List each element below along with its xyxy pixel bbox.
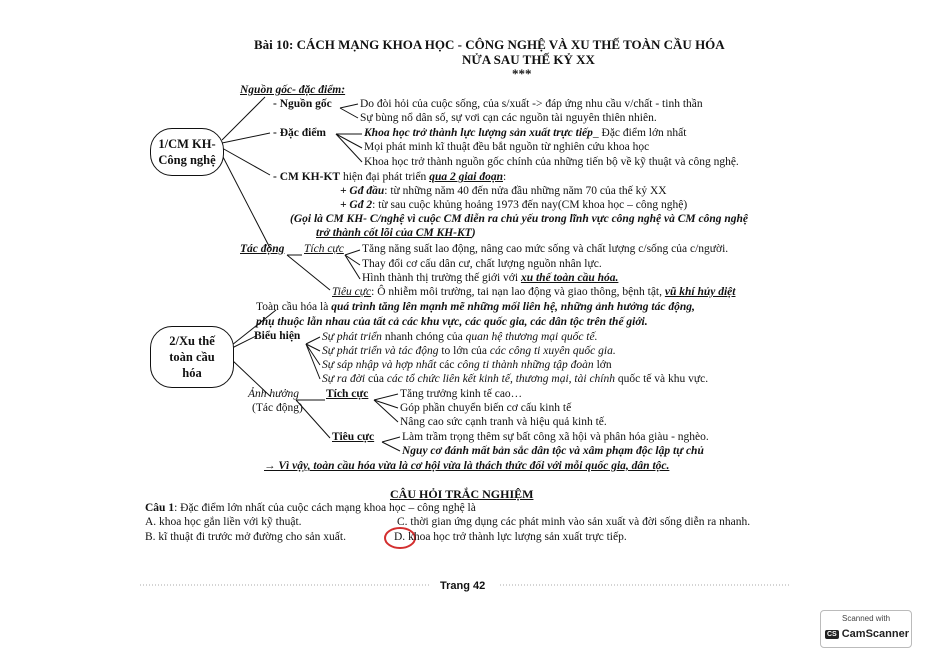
tieu-cuc-line-1: Tiêu cực: Ô nhiễm môi trường, tai nạn lao động và giao thông, bệnh tật, vũ khí hủy diệt	[332, 286, 736, 298]
note-line-2: trở thành cốt lõi của CM KH-KT)	[316, 227, 476, 239]
note-line-1: (Gọi là CM KH- C/nghệ vì cuộc CM diễn ra chủ yếu trong lĩnh vực công nghệ và CM công nghệ	[290, 213, 748, 225]
doc-title-stars: ***	[512, 66, 532, 81]
topic-box-toan-cau-hoa-label: 2/Xu thế toàn cầu hóa	[169, 334, 215, 380]
anh-huong-item-5: Nguy cơ đánh mất bản sắc dân tộc và xâm phạm độc lập tự chủ	[402, 445, 704, 457]
giai-doan-1: + Gđ đầu: từ những năm 40 đến nửa đầu những năm 70 của thế kỷ XX	[340, 185, 667, 197]
quiz-option-a[interactable]: A. khoa học gắn liền với kỹ thuật.	[145, 516, 302, 528]
conclusion: → Vì vậy, toàn cầu hóa vừa là cơ hội vừa là thách thức đối với mỗi quốc gia, dân tộc.	[264, 460, 670, 472]
label-nguon-goc: - Nguồn gốc	[273, 98, 332, 110]
tich-cuc-item-1: Tăng năng suất lao động, nâng cao mức sống và chất lượng c/sống của c/người.	[362, 243, 729, 255]
bieu-hien-item-1: Sự phát triển nhanh chóng của quan hệ thương mại quốc tế.	[322, 331, 598, 343]
dac-diem-item-2: Mọi phát minh kĩ thuật đều bắt nguồn từ nghiên cứu khoa học	[364, 141, 650, 153]
doc-title-line2: NỬA SAU THẾ KỶ XX	[462, 52, 595, 67]
label-tich-cuc-1: Tích cực	[304, 243, 344, 255]
anh-huong-item-2: Góp phần chuyển biến cơ cấu kinh tế	[400, 402, 572, 414]
page-number: Trang 42	[440, 580, 486, 592]
quiz-heading: CÂU HỎI TRẮC NGHIỆM	[390, 487, 534, 501]
label-tieu-cuc-2: Tiêu cực	[332, 431, 375, 443]
camscanner-watermark	[820, 610, 912, 648]
anh-huong-item-4: Làm trầm trọng thêm sự bất công xã hội và phân hóa giàu - nghèo.	[402, 431, 709, 443]
quiz-option-b[interactable]: B. kĩ thuật đi trước mở đường cho sản xuất.	[145, 531, 346, 543]
bieu-hien-item-2: Sự phát triển và tác động to lớn của các công ti xuyên quốc gia.	[322, 345, 616, 357]
label-tich-cuc-2: Tích cực	[326, 388, 369, 400]
definition-line-2: phụ thuộc lẫn nhau của tất cả các khu vực, các quốc gia, các dân tộc trên thế giới.	[256, 316, 648, 328]
topic-box-toan-cau-hoa	[150, 326, 234, 388]
scanned-with-text: Scanned with	[841, 614, 891, 623]
cm-kt-line: - CM KH-KT hiện đại phát triển qua 2 giai đoạn:	[273, 171, 507, 183]
tich-cuc-item-3: Hình thành thị trường thế giới với xu thế toàn cầu hóa.	[362, 272, 619, 284]
topic-box-cm-kh-label: 1/CM KH- Công nghệ	[158, 137, 216, 167]
label-bieu-hien: Biểu hiện	[254, 330, 301, 342]
bieu-hien-item-4: Sự ra đời của các tổ chức liên kết kinh tế, thương mại, tài chính quốc tế và khu vực.	[322, 373, 709, 385]
camscanner-logo-icon: CS	[827, 630, 837, 638]
dac-diem-item-1: Khoa học trở thành lực lượng sản xuất trực tiếp_ Đặc điểm lớn nhất	[364, 127, 687, 139]
label-tac-dong: Tác động	[240, 243, 285, 255]
doc-title-line1: Bài 10: CÁCH MẠNG KHOA HỌC - CÔNG NGHỆ VÀ XU THẾ TOÀN CẦU HÓA	[254, 37, 725, 52]
camscanner-brand: CS CamScanner	[827, 628, 909, 640]
label-dac-diem: - Đặc điểm	[273, 127, 327, 139]
topic-box-cm-kh	[150, 128, 224, 176]
anh-huong-item-3: Nâng cao sức cạnh tranh và hiệu quả kinh tế.	[400, 416, 607, 428]
quiz-question: Câu 1: Đặc điểm lớn nhất của cuộc cách mạng khoa học – công nghệ là	[145, 502, 476, 514]
quiz-option-d[interactable]: D. khoa học trở thành lực lượng sản xuất trực tiếp.	[394, 531, 627, 543]
nguon-goc-item-1: Do đòi hỏi của cuộc sống, của s/xuất -> đáp ứng nhu cầu v/chất - tinh thần	[360, 98, 703, 110]
nguon-goc-item-2: Sự bùng nổ dân số, sự vơi cạn các nguồn tài nguyên thiên nhiên.	[360, 112, 657, 124]
label-tac-dong-paren: (Tác động)	[252, 402, 303, 414]
label-anh-huong: Ảnh hưởng	[248, 388, 300, 400]
giai-doan-2: + Gđ 2: từ sau cuộc khủng hoảng 1973 đến nay(CM khoa học – công nghệ)	[340, 199, 688, 211]
anh-huong-item-1: Tăng trưởng kinh tế cao…	[400, 388, 523, 400]
quiz-option-c[interactable]: C. thời gian ứng dụng các phát minh vào sản xuất và đời sống diễn ra nhanh.	[397, 516, 751, 528]
dac-diem-item-3: Khoa học trở thành nguồn gốc chính của những tiến bộ về kỹ thuật và công nghệ.	[364, 156, 739, 168]
heading-nguon-goc-dac-diem: Nguồn gốc- đặc điểm:	[240, 84, 346, 96]
definition-line-1: Toàn cầu hóa là quá trình tăng lên mạnh mẽ những mối liên hệ, những ảnh hưởng tác động,	[256, 301, 695, 313]
tich-cuc-item-2: Thay đổi cơ cấu dân cư, chất lượng nguồn nhân lực.	[362, 258, 602, 270]
bieu-hien-item-3: Sự sáp nhập và hợp nhất các công ti thành những tập đoàn lớn	[322, 359, 612, 371]
